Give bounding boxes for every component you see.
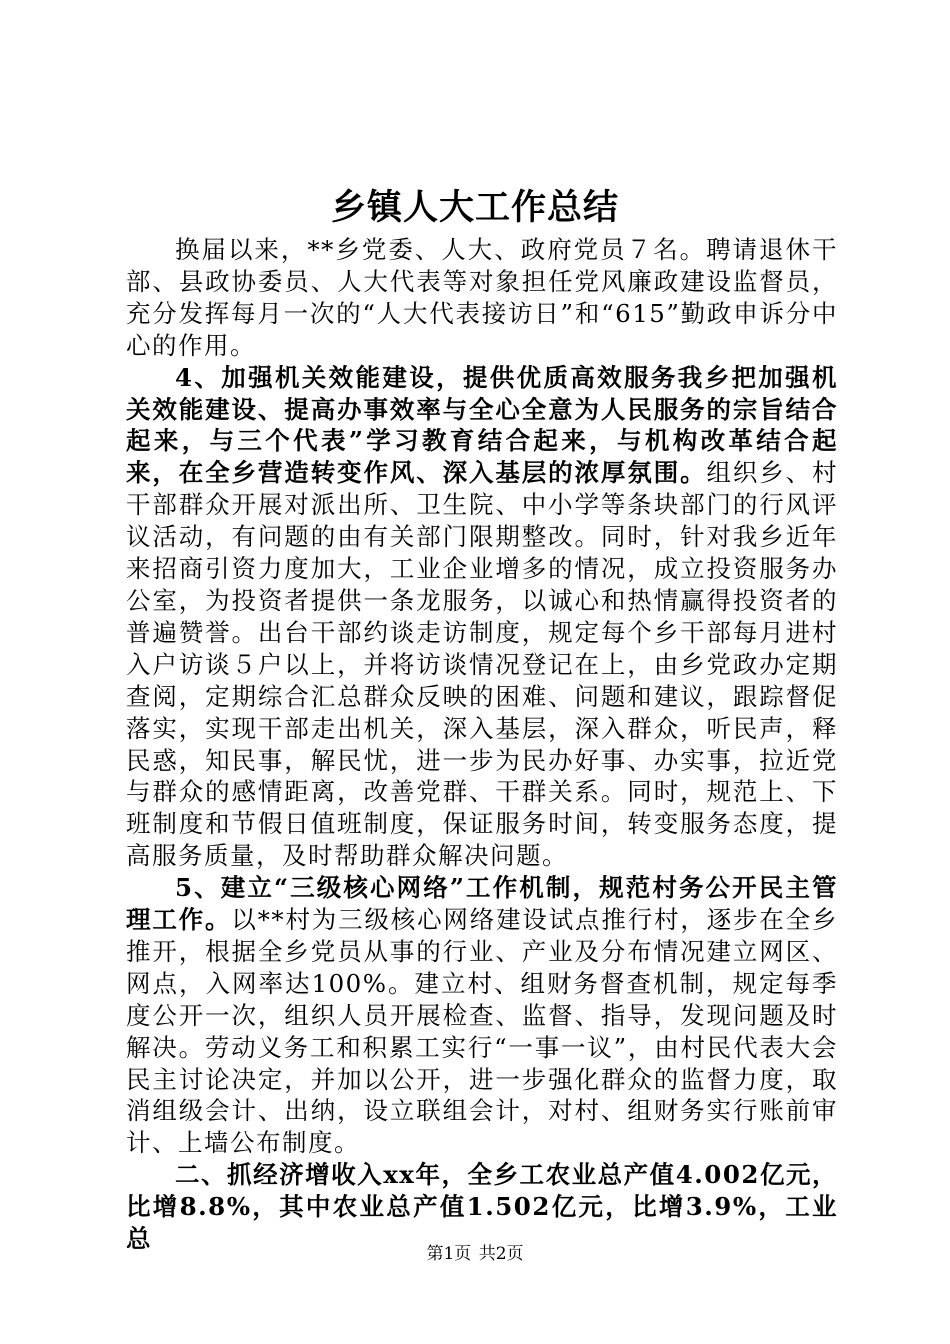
paragraph-efficiency-heading: 4、加强机关效能建设，提供优质高效服务我乡把加强机关效能建设、提高办事效率与全心全意为人民服务的宗旨结合起来，与三个代表”学习教育结合起来，与机构改革结合起来，在全乡营造转变作风、深入基层的浓厚氛围。 [126,362,838,488]
paragraph-network-text: 以**村为三级核心网络建设试点推行村，逐步在全乡推开，根据全乡党员从事的行业、产业及分布情况建立网区、网点，入网率达100%。建立村、组财务督查机制，规定每季度公开一次，组织人员开展检查、监督、指导，发现问题及时解决。劳动义务工和积累工实行“一事一议”，由村民代表大会民主讨论决定，并加以公开，进一步强化群众的监督力度，取消组级会计、出纳，设立联组会计，对村、组财务实行账前审计、上墙公布制度。 [126,905,839,1158]
paragraph-efficiency-text: 组织乡、村干部群众开展对派出所、卫生院、中小学等条块部门的行风评议活动，有问题的由有关部门限期整改。同时，针对我乡近年来招商引资力度加大，工业企业增多的情况，成立投资服务办公室，为投资者提供一条龙服务，以诚心和热情赢得投资者的普遍赞誉。出台干部约谈走访制度，规定每个乡干部每月进村入户访谈５户以上，并将访谈情况登记在上，由乡党政办定期查阅，定期综合汇总群众反映的困难、问题和建议，跟踪督促落实，实现干部走出机关，深入基层，深入群众，听民声，释民惑，知民事，解民忧，进一步为民办好事、办实事，拉近党与群众的感情距离，改善党群、干群关系。同时，规范上、下班制度和节假日值班制度，保证服务时间，转变服务态度，提高服务质量，及时帮助群众解决问题。 [126,458,839,871]
paragraph-network-heading: 5、建立“三级核心网络”工作机制，规范村务公开民主管理工作。 [126,873,838,935]
paragraph-economy [126,1159,838,1255]
paragraph-supervision: 换届以来，**乡党委、人大、政府党员７名。聘请退休干部、县政协委员、人大代表等对象担任党风廉政建设监督员，充分发挥每月一次的“人大代表接访日”和“615”勤政申诉分中心的作用。 [126,235,838,360]
paragraph-economy-heading: 二、抓经济增收入xx年，全乡工农业总产值4.002亿元，比增8.8%，其中农业总产值1.502亿元，比增3.9%，工业总 [126,1160,838,1254]
paragraph-network [126,872,838,1159]
document-body [126,234,838,1255]
paragraph-efficiency [126,362,838,873]
document-title: 乡镇人大工作总结 [330,187,619,228]
page-footer: 第1页 共2页 [426,1244,524,1264]
